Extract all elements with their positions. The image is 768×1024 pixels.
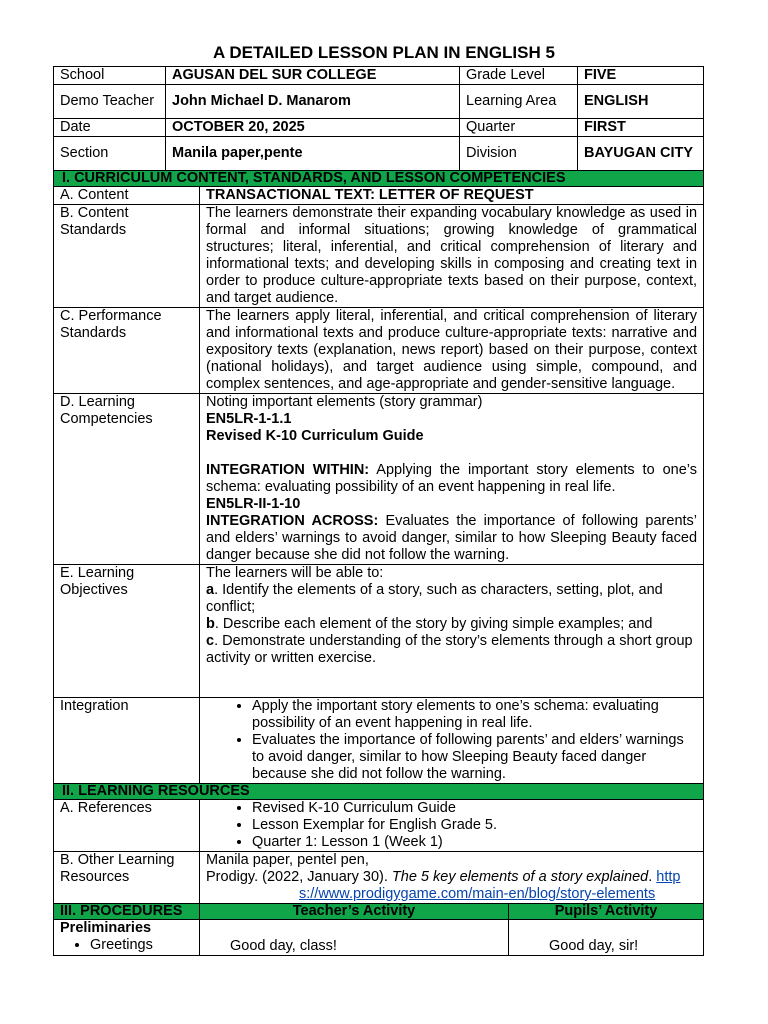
- area-label: Learning Area: [460, 85, 578, 119]
- quarter-label: Quarter: [460, 119, 578, 137]
- competency-code: EN5LR-1-1.1: [206, 411, 292, 427]
- objective-b-letter: b: [206, 616, 215, 632]
- objective-c: [206, 633, 697, 667]
- objective-c-text: . Demonstrate understanding of the story’s elements through a short group activity or written exercise.: [206, 633, 693, 666]
- performance-label: C. Performance Standards: [54, 308, 200, 394]
- list-item: • Evaluates the importance of following parents’ and elders’ warnings to avoid danger, similar to how Sleeping Beauty faced danger because she did not follow the warning.: [252, 732, 697, 783]
- school-label: School: [54, 67, 166, 85]
- performance-value: The learners apply literal, inferential, and critical comprehension of literary and informational texts and produce culture-appropriate texts: narrative and expository texts (explanation, news report) based on their purpose, context (national holidays), and target audience using simple, compound, and complex sentences, and age-appropriate and gender-sensitive language.: [200, 308, 704, 394]
- competency-code-2: EN5LR-II-1-10: [206, 496, 301, 512]
- citation-author: Prodigy. (2022, January 30).: [206, 869, 392, 885]
- section-value: Manila paper,pente: [166, 137, 460, 171]
- objectives-label: E. Learning Objectives: [54, 565, 200, 698]
- integration-label: Integration: [54, 698, 200, 784]
- list-item: • Greetings: [90, 937, 193, 954]
- competency-guide: Revised K-10 Curriculum Guide: [206, 428, 424, 444]
- citation-link[interactable]: https://www.prodigygame.com/main-en/blog/story-elements: [299, 869, 681, 902]
- lesson-table: [53, 170, 704, 956]
- references-list: [206, 800, 697, 851]
- division-value: BAYUGAN CITY: [578, 137, 704, 171]
- school-value: AGUSAN DEL SUR COLLEGE: [166, 67, 460, 85]
- teacher-activity-header: Teacher’s Activity: [200, 904, 509, 920]
- other-materials: Manila paper, pentel pen,: [206, 852, 369, 868]
- objectives-intro: The learners will be able to:: [206, 565, 384, 581]
- content-label: A. Content: [54, 187, 200, 205]
- other-resources-cell: [200, 852, 704, 904]
- pupils-greeting: Good day, sir!: [509, 920, 704, 956]
- date-value: OCTOBER 20, 2025: [166, 119, 460, 137]
- teacher-label: Demo Teacher: [54, 85, 166, 119]
- within-text: Applying the important story elements to one’s schema: evaluating possibility of an event happening in real life.: [206, 462, 698, 495]
- references-cell: [200, 800, 704, 852]
- integration-across: [206, 513, 697, 564]
- citation: [206, 869, 697, 903]
- date-label: Date: [54, 119, 166, 137]
- across-label: INTEGRATION ACROSS:: [206, 513, 379, 529]
- within-label: INTEGRATION WITHIN:: [206, 462, 370, 478]
- objective-a-text: . Identify the elements of a story, such as characters, setting, plot, and conflict;: [206, 582, 663, 615]
- list-item: • Quarter 1: Lesson 1 (Week 1): [252, 834, 697, 851]
- grade-value: FIVE: [578, 67, 704, 85]
- objectives-cell: [200, 565, 704, 698]
- list-item: • Lesson Exemplar for English Grade 5.: [252, 817, 697, 834]
- page-title: A DETAILED LESSON PLAN IN ENGLISH 5: [213, 43, 555, 62]
- other-resources-label: B. Other Learning Resources: [54, 852, 200, 904]
- pupils-activity-header: Pupils’ Activity: [509, 904, 704, 920]
- integration-within: [206, 462, 697, 496]
- content-value: TRANSACTIONAL TEXT: LETTER OF REQUEST: [200, 187, 704, 205]
- list-item: • Apply the important story elements to one’s schema: evaluating possibility of an event happening in real life.: [252, 698, 697, 732]
- objective-b-text: . Describe each element of the story by giving simple examples; and: [214, 616, 653, 632]
- preliminaries-list: [60, 937, 193, 954]
- grade-label: Grade Level: [460, 67, 578, 85]
- quarter-value: FIRST: [578, 119, 704, 137]
- preliminaries-label: Preliminaries: [60, 920, 152, 936]
- objective-a-letter: a: [206, 582, 215, 598]
- list-item: • Revised K-10 Curriculum Guide: [252, 800, 697, 817]
- competencies-cell: [200, 394, 704, 565]
- section1-heading: I. CURRICULUM CONTENT, STANDARDS, AND LESSON COMPETENCIES: [54, 171, 704, 187]
- integration-cell: [200, 698, 704, 784]
- teacher-value: John Michael D. Manarom: [166, 85, 460, 119]
- references-label: A. References: [54, 800, 200, 852]
- citation-title: The 5 key elements of a story explained: [391, 869, 649, 885]
- section-label: Section: [54, 137, 166, 171]
- preliminaries-cell: [54, 920, 200, 956]
- teacher-greeting: Good day, class!: [200, 920, 509, 956]
- integration-list: [206, 698, 697, 783]
- section2-heading: II. LEARNING RESOURCES: [54, 784, 704, 800]
- division-label: Division: [460, 137, 578, 171]
- objective-a: [206, 582, 697, 616]
- standards-label: B. Content Standards: [54, 205, 200, 308]
- competencies-label: D. Learning Competencies: [54, 394, 200, 565]
- objective-c-letter: c: [206, 633, 215, 649]
- competency-line: Noting important elements (story grammar): [206, 394, 483, 410]
- standards-value: The learners demonstrate their expanding vocabulary knowledge as used in formal and informal situations; growing knowledge of grammatical structures; literal, inferential, and critical comprehension of literary and informational texts; and developing skills in composing and creating text in order to produce culture-appropriate texts based on their purpose, context, and target audience.: [200, 205, 704, 308]
- citation-period: .: [648, 869, 657, 885]
- procedures-heading: III. PROCEDURES: [54, 904, 200, 920]
- area-value: ENGLISH: [578, 85, 704, 119]
- across-text: Evaluates the importance of following parents’ and elders’ warnings to avoid danger, similar to how Sleeping Beauty faced danger because she did not follow the warning.: [206, 513, 698, 563]
- objective-b: [206, 616, 697, 633]
- info-table: [53, 66, 704, 171]
